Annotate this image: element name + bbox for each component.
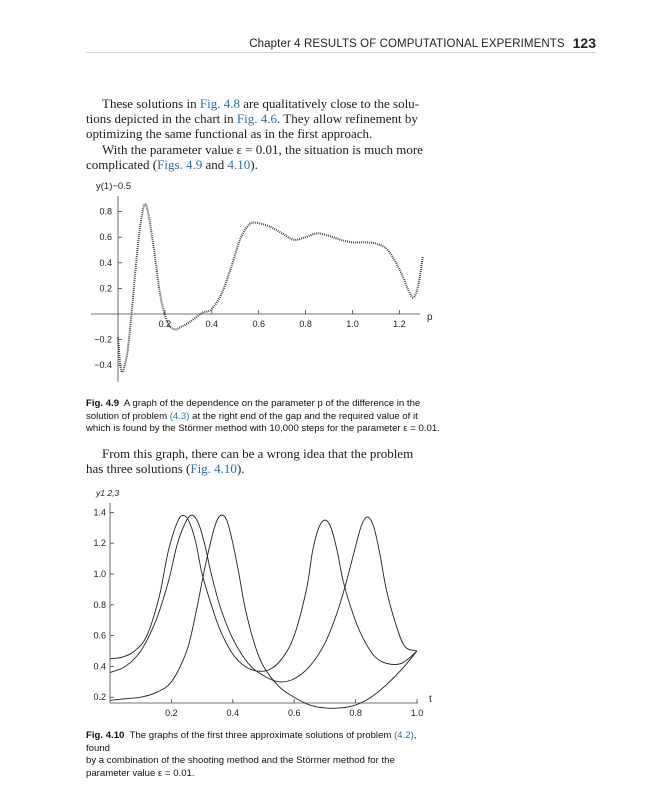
text-line: With the parameter value ε = 0.01, the situation is much more <box>102 141 423 157</box>
y-tick-label: 0.2 <box>93 692 106 703</box>
page-number: 123 <box>572 35 596 51</box>
x-tick-label: 0.2 <box>165 708 178 718</box>
text-line: These solutions in Fig. 4.8 are qualitatively close to the solu- <box>102 96 420 111</box>
text-line: From this graph, there can be a wrong idea that the problem <box>102 446 414 461</box>
figure-link[interactable]: Fig. 4.8 <box>199 96 240 111</box>
x-tick-label: 0.4 <box>205 319 219 329</box>
caption-line: Fig. 4.9 A graph of the dependence on the parameter p of the difference in the <box>86 398 421 409</box>
caption-line: which is found by the Störmer method with 10,000 steps for the parameter ε = 0.01. <box>86 423 440 435</box>
figure-4-10-caption <box>86 730 442 780</box>
y-tick-label: 1.0 <box>93 569 106 579</box>
y-tick-label: 0.8 <box>99 206 112 217</box>
x-axis-label: t <box>429 694 432 705</box>
y-tick-label: 1.4 <box>93 507 106 518</box>
x-tick-label: 0.8 <box>299 319 312 329</box>
x-axis-label: p <box>427 312 433 323</box>
y-tick-label: −0.4 <box>94 360 112 371</box>
y-tick-label: 0.6 <box>93 630 106 641</box>
y-tick-label: 0.6 <box>99 232 112 243</box>
x-tick-label: 0.6 <box>287 708 301 718</box>
figure-link[interactable]: Fig. 4.10 <box>190 461 237 477</box>
y-tick-label: −0.2 <box>94 334 112 345</box>
x-tick-label: 1.2 <box>393 319 406 329</box>
caption-line: parameter value ε = 0.01. <box>86 767 195 779</box>
x-tick-label: 1.0 <box>346 319 359 329</box>
x-tick-label: 0.6 <box>252 319 265 329</box>
y-tick-label: 0.4 <box>93 661 106 672</box>
y-axis-label: y1 2,3 <box>96 488 120 498</box>
x-tick-label: 0.2 <box>158 319 172 329</box>
y-tick-label: 0.2 <box>99 283 112 294</box>
x-tick-label: 0.4 <box>226 708 240 718</box>
y-axis-label: y(1)−0.5 <box>96 181 132 192</box>
y-tick-label: 0.8 <box>93 599 106 610</box>
text-line: complicated (Figs. 4.9 and 4.10). <box>86 156 258 172</box>
caption-line: solution of problem (4.3) at the right end of the gap and the required value of it <box>86 410 418 422</box>
caption-line: by a combination of the shooting method and the Störmer method for the <box>86 755 395 767</box>
figure-link[interactable]: 4.10 <box>227 156 251 172</box>
solution-curve-3 <box>110 515 417 708</box>
solution-curve-1 <box>110 515 417 671</box>
solution-curve-2 <box>110 515 417 682</box>
figure-link[interactable]: Figs. 4.9 <box>157 156 203 172</box>
caption-line: Fig. 4.10 The graphs of the first three approximate solutions of problem (4.2), found <box>86 730 417 754</box>
y-tick-label: 0.4 <box>99 257 112 268</box>
x-tick-label: 1.0 <box>410 708 424 718</box>
figure-link[interactable]: Fig. 4.6 <box>236 111 277 127</box>
equation-link[interactable]: (4.2) <box>394 730 414 741</box>
x-tick-label: 0.8 <box>349 708 362 718</box>
equation-link[interactable]: (4.3) <box>169 410 190 422</box>
text-line: optimizing the same functional as in the first approach. <box>86 126 373 142</box>
chapter-title: Chapter 4 RESULTS OF COMPUTATIONAL EXPERIMENTS <box>249 38 565 50</box>
text-line: tions depicted in the chart in Fig. 4.6. They allow refinement by <box>86 111 418 127</box>
y-tick-label: 1.2 <box>93 538 106 549</box>
text-line: has three solutions (Fig. 4.10). <box>86 461 245 477</box>
